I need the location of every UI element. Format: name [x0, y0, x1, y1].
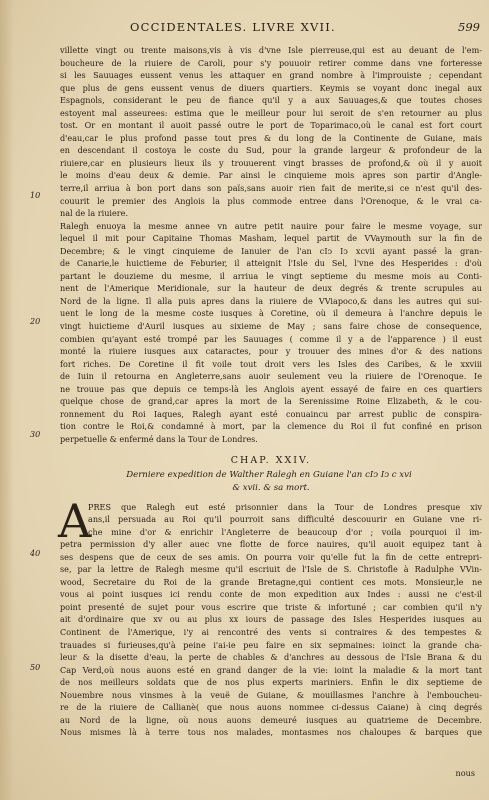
- text-line: boucheure de la riuiere de Caroli, pour s'y pouuoir retirer comme dans vne forteresse: [60, 57, 482, 68]
- paragraph-1: [60, 44, 482, 220]
- text-line: lequel il mit pour Capitaine Thomas Masham, lequel partit de VVaymouth sur la fin de: [60, 233, 482, 244]
- text-line: couurit le premier des Anglois la plus commode entree dans l'Orenoque, & le vrai ca-: [60, 195, 482, 206]
- margin-line-number: 50: [30, 663, 41, 672]
- text-line: Nouembre nous vinsmes à la veuë de Guiane, & mouillasmes l'anchre à l'emboucheu-: [60, 689, 482, 700]
- margin-line-number: 10: [30, 191, 41, 200]
- text-line: Espagnols, considerant le peu de fiance qu'il y a aux Sauuages,& que toutes choses: [60, 95, 482, 106]
- margin-line-number: 40: [30, 549, 41, 558]
- text-line: estoyent mal asseurees: estima que le meilleur pour lui seroit de s'en retourner au plus: [60, 107, 482, 118]
- text-line: de nos meilleurs soldats que de nos plus experts mariniers. Enfin le dix septieme de: [60, 677, 482, 688]
- page-edge-shadow: [0, 0, 14, 800]
- text-line: riuiere,car en plusieurs lieux ils y trouuerent vingt brasses de profond,& où il y auoit: [60, 157, 482, 168]
- text-line: Continent de l'Amerique, i'y ai rencontré des vents si contraires & des tempestes &: [60, 626, 482, 637]
- section-title-continued: & xvii. & sa mort.: [232, 482, 310, 493]
- text-line: wood, Secretaire du Roi de la grande Bretagne,qui contient ces mots. Monsieur,le ne: [60, 576, 482, 587]
- text-line: Ralegh enuoya la mesme annee vn autre petit nauire pour faire le mesme voyage, sur: [60, 220, 482, 231]
- paragraph-2: [60, 220, 482, 446]
- text-line: trauades si furieuses,qu'à peine i'ai-ie peu faire en six sepmaines: ioinct la grande cha-: [60, 639, 482, 650]
- text-line: vingt huictieme d'Auril iusques au sixieme de May ; sans faire chose de consequence,: [60, 321, 482, 332]
- text-line: re de la riuiere de Callianè( que nous auons nommee ci-dessus Caiane) à cinq degrés: [60, 702, 482, 713]
- text-line: au Nord de la ligne, où nous auons demeuré iusques au quatrieme de Decembre.: [60, 714, 482, 725]
- text-line: tion contre le Roi,& condamné à mort, par la clemence du Roi il fut confiné en prison: [60, 421, 482, 432]
- text-line: Nous mismes là à terre tous nos malades, montasmes nos chaloupes & barques que: [60, 727, 482, 738]
- text-line: de Canarie,le huictieme de Feburier, il atteignit l'Isle du Sel, l'vne des Hesperides : d'où: [60, 258, 482, 269]
- drop-cap-letter: A: [58, 493, 92, 548]
- text-line: petra permission d'y aller auec vne flotte de force nauires, qu'il auoit equipez tant à: [60, 539, 482, 550]
- running-head-title: OCCIDENTALES. LIVRE XVII.: [130, 20, 336, 34]
- chapter-heading: CHAP. XXIV.: [230, 454, 312, 466]
- text-line: ait d'ordinaire que xv ou au plus xx iours de passage des Isles Hesperides iusques au: [60, 614, 482, 625]
- text-line: que plus de gens eussent venus de diuers quartiers. Keymis se voyant donc inegal aux: [60, 82, 482, 93]
- text-line: tost. Or en montant il auoit passé outre le port de Toparimaco,où le canal est fort court: [60, 120, 482, 131]
- text-line: quelque chose de grand,car apres la mort de la Serenissime Roine Elizabeth, & le cou-: [60, 396, 482, 407]
- text-line: Nord de la ligne. Il alla puis apres dans la riuiere de VViapoco,& dans les autres qui sui-: [60, 295, 482, 306]
- text-line: nal de la riuiere.: [60, 208, 129, 219]
- text-line: fort riches. De Coretine il fit voile tout droit vers les Isles des Caribes, & le xxviii: [60, 358, 482, 369]
- text-line: si les Sauuages eussent venus les attaquer en grand nombre à l'improuiste ; cependant: [60, 70, 482, 81]
- paragraph-3: [58, 493, 482, 739]
- text-line: PRES que Ralegh eut esté prisonnier dans la Tour de Londres presque xiv: [88, 501, 482, 512]
- text-line: ses despens que de ceux de ses amis. On pourra voir qu'elle fut la fin de cette entrepri-: [60, 551, 482, 562]
- text-line: partant le douzieme du mesme, il arriua le vingt septieme du mesme mois au Conti-: [60, 270, 482, 281]
- margin-line-number: 30: [30, 430, 41, 439]
- text-line: Cap Verd,où nous auons esté en grand danger de la vie: ioint la maladie & la mort tant: [60, 664, 482, 675]
- text-line: se, par la lettre de Ralegh mesme qu'il escriuit de l'Isle de S. Christofle à Radulphe VVin-: [60, 564, 482, 575]
- text-line: Decembre; & le vingt cinquieme de Ianuier de l'an cIↄ Iↄ xcvii ayant passé la gran-: [60, 245, 482, 256]
- text-line: che mine d'or & enrichir l'Angleterre de beaucoup d'or ; voila pourquoi il im-: [88, 526, 482, 537]
- text-line: combien qu'ayant esté trompé par les Sauuages ( comme il y a de l'apparence ) il eust: [60, 333, 482, 344]
- text-line: monté la riuiere iusques aux cataractes, pour y trouuer des mines d'or & des nations: [60, 346, 482, 357]
- text-line: le moins d'eau deux & demie. Par ainsi le cinquieme mois apres son partir d'Angle-: [60, 170, 482, 181]
- text-body: [60, 44, 482, 739]
- text-line: nent de l'Amerique Meridionale, sur la hauteur de deux degrés & trente scrupules au: [60, 283, 482, 294]
- text-line: villette vingt ou trente maisons,vis à vis d'vne Isle pierreuse,qui est au deuant de l'em-: [60, 45, 482, 55]
- text-line: ans,il persuada au Roi qu'il pourroit sans difficulté descouurir en Guiane vne ri-: [88, 514, 482, 525]
- text-line: vous ai point iusques ici rendu conte de mon expedition aux Indes : aussi ne c'est-il: [60, 589, 482, 600]
- margin-line-number: 20: [30, 317, 41, 326]
- text-line: d'eau,car le plus profond passe tout pres & du long de la Continente de Guiane, mais: [60, 132, 482, 143]
- section-title: Derniere expedition de Walther Ralegh en Guiane l'an cIↄ Iↄ c xvi: [126, 469, 412, 480]
- text-line: de Iuin il retourna en Angleterre,sans auoir seulement veu la riuiere de l'Orenoque. Ie: [60, 371, 482, 382]
- text-line: point presenté de sujet pour vous escrire que triste & infortuné ; car combien qu'il n'y: [60, 601, 482, 612]
- text-line: leur & la disette d'eau, la perte de chables & d'anchres au dessous de l'Isle Brana & du: [60, 652, 482, 663]
- text-line: ronnement du Roi Iaques, Ralegh ayant esté conuaincu par arrest public de conspira-: [60, 408, 482, 419]
- page-number: 599: [458, 20, 480, 34]
- catchword: nous: [455, 768, 475, 778]
- text-line: ne trouue pas que depuis ce temps-là les Anglois ayent essayé de faire en ces quartiers: [60, 383, 482, 394]
- text-line: en descendant il costoya le coste du Sud, pour la grande largeur & profondeur de la: [60, 145, 482, 156]
- text-line: terre,il arriua à bon port dans son païs,sans auoir rien fait de merite,si ce n'est qu'il des-: [60, 183, 482, 194]
- text-line: uent le long de la mesme coste iusques à Coretine, où il demeura à l'anchre depuis le: [60, 308, 482, 319]
- text-line: perpetuelle & enfermé dans la Tour de Londres.: [60, 433, 258, 444]
